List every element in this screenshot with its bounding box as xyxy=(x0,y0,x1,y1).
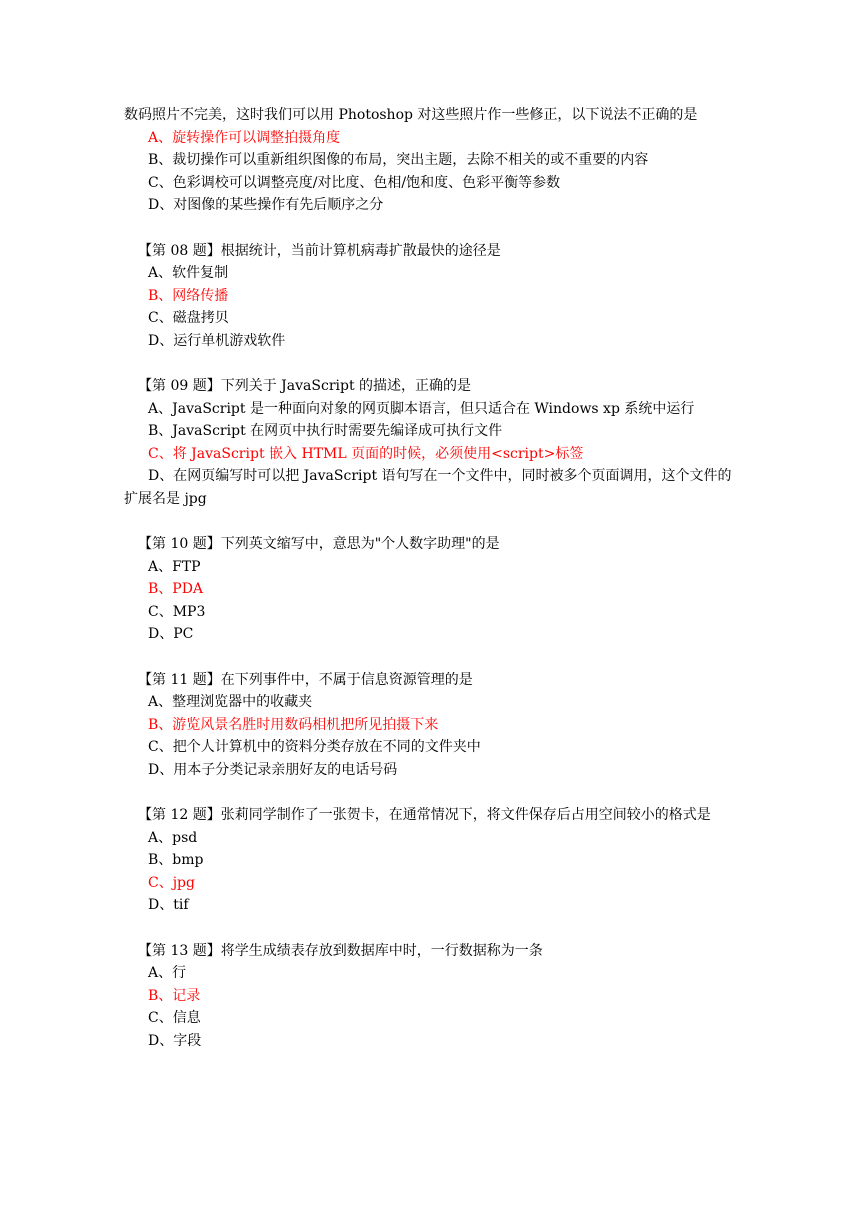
option-c: C、jpg xyxy=(148,874,195,891)
option-a: A、JavaScript 是一种面向对象的网页脚本语言，但只适合在 Windows xp 系统中运行 xyxy=(148,400,695,417)
question-number: 【第 11 题】 xyxy=(138,671,221,688)
question-block-11 xyxy=(124,669,744,782)
option-b: B、PDA xyxy=(148,581,204,597)
option-c: C、色彩调校可以调整亮度/对比度、色相/饱和度、色彩平衡等参数 xyxy=(148,174,561,191)
question-stem xyxy=(124,375,744,398)
question-number: 【第 08 题】 xyxy=(138,242,221,259)
question-number: 【第 10 题】 xyxy=(138,536,221,552)
question-text: 将学生成绩表存放到数据库中时，一行数据称为一条 xyxy=(220,942,543,959)
option-a: A、整理浏览器中的收藏夹 xyxy=(148,694,313,710)
option-c: C、把个人计算机中的资料分类存放在不同的文件夹中 xyxy=(148,739,481,755)
question-number: 【第 09 题】 xyxy=(138,378,221,394)
option-a: A、psd xyxy=(148,829,198,846)
option-d: D、字段 xyxy=(148,1032,202,1049)
question-stem xyxy=(124,669,744,692)
question-block-12 xyxy=(124,804,744,917)
option-c: C、将 JavaScript 嵌入 HTML 页面的时候，必须使用<script>标签 xyxy=(148,445,584,462)
option-a: A、软件复制 xyxy=(148,265,229,281)
option-c: C、信息 xyxy=(148,1010,201,1026)
question-block-08 xyxy=(124,240,744,353)
question-block-13 xyxy=(124,940,744,1053)
option-d: D、运行单机游戏软件 xyxy=(148,332,286,349)
option-a: A、旋转操作可以调整拍摄角度 xyxy=(148,129,341,146)
question-text: 下列英文缩写中，意思为"个人数字助理"的是 xyxy=(220,536,500,552)
question-text: 根据统计，当前计算机病毒扩散最快的途径是 xyxy=(220,242,501,259)
question-stem xyxy=(124,804,744,827)
option-b: B、网络传播 xyxy=(148,287,229,304)
question-stem xyxy=(124,940,744,963)
option-d: D、在网页编写时可以把 JavaScript 语句写在一个文件中，同时被多个页面调用，这个文件的扩展名是 jpg xyxy=(124,468,732,507)
option-c: C、MP3 xyxy=(148,603,206,620)
option-d: D、对图像的某些操作有先后顺序之分 xyxy=(148,197,384,213)
question-text: 下列关于 JavaScript 的描述，正确的是 xyxy=(220,378,472,394)
document-page xyxy=(124,104,744,1052)
option-c: C、磁盘拷贝 xyxy=(148,310,229,326)
question-block-09 xyxy=(124,375,744,510)
question-block-07 xyxy=(124,104,744,217)
option-d: D、tif xyxy=(148,897,189,913)
option-b: B、裁切操作可以重新组织图像的布局，突出主题，去除不相关的或不重要的内容 xyxy=(148,152,649,168)
question-stem xyxy=(124,240,744,263)
option-b: B、记录 xyxy=(148,987,201,1004)
question-text: 张莉同学制作了一张贺卡，在通常情况下，将文件保存后占用空间较小的格式是 xyxy=(220,807,711,823)
question-stem: 数码照片不完美，这时我们可以用 Photoshop 对这些照片作一些修正，以下说法不正确的是 xyxy=(124,107,698,123)
option-d: D、PC xyxy=(148,626,194,642)
question-stem xyxy=(124,533,744,556)
option-d: D、用本子分类记录亲朋好友的电话号码 xyxy=(148,761,398,778)
option-a: A、行 xyxy=(148,965,187,981)
option-b: B、JavaScript 在网页中执行时需要先编译成可执行文件 xyxy=(148,423,503,439)
question-block-10 xyxy=(124,533,744,646)
option-b: B、bmp xyxy=(148,852,204,868)
question-number: 【第 13 题】 xyxy=(138,942,221,959)
option-b: B、游览风景名胜时用数码相机把所见拍摄下来 xyxy=(148,716,439,733)
question-text: 在下列事件中，不属于信息资源管理的是 xyxy=(220,671,473,688)
option-a: A、FTP xyxy=(148,558,201,575)
question-number: 【第 12 题】 xyxy=(138,807,221,823)
